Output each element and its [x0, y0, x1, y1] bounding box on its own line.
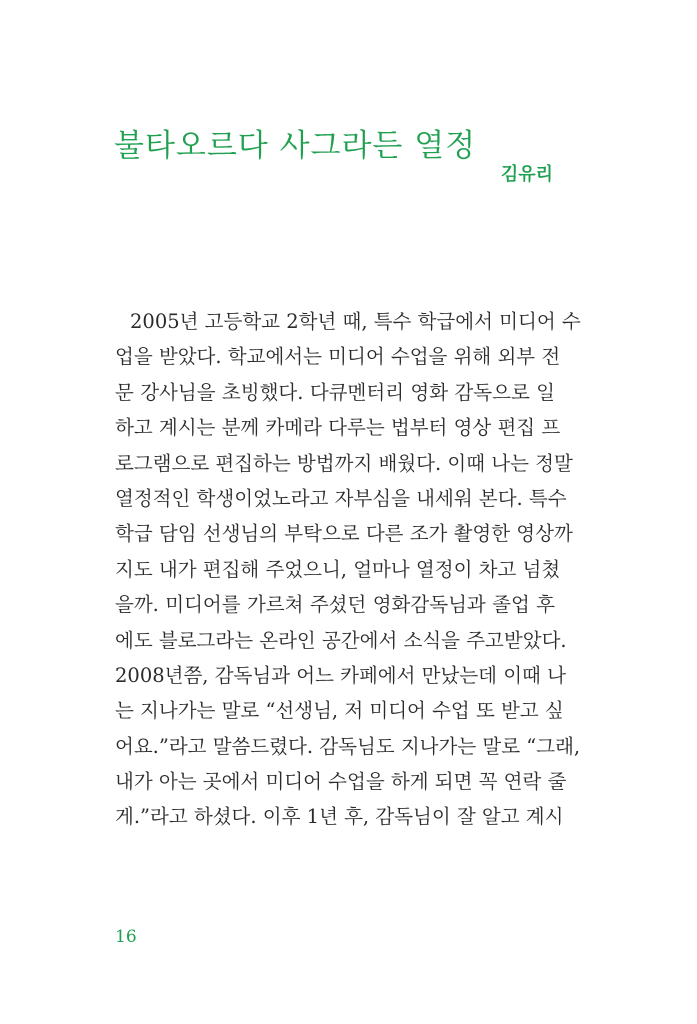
text-line: 어요.”라고 말씀드렸다. 감독님도 지나가는 말로 “그래, [115, 734, 581, 758]
text-line: 업을 받았다. 학교에서는 미디어 수업을 위해 외부 전 [115, 345, 561, 369]
text-line: 2008년쯤, 감독님과 어느 카페에서 만났는데 이때 나 [115, 663, 566, 687]
text-line: 게.”라고 하셨다. 이후 1년 후, 감독님이 잘 알고 계시 [115, 805, 564, 829]
text-line: 문 강사님을 초빙했다. 다큐멘터리 영화 감독으로 일 [115, 380, 555, 404]
text-line: 을까. 미디어를 가르쳐 주셨던 영화감독님과 졸업 후 [115, 593, 555, 617]
text-line: 지도 내가 편집해 주었으니, 얼마나 열정이 차고 넘쳤 [115, 557, 561, 581]
body-paragraph [115, 304, 581, 835]
text-line: 로그램으로 편집하는 방법까지 배웠다. 이때 나는 정말 [115, 451, 573, 475]
chapter-title: 불타오르다 사그라든 열정 [114, 128, 477, 164]
author-name: 김유리 [500, 164, 553, 185]
text-line: 열정적인 학생이었노라고 자부심을 내세워 본다. 특수 [115, 486, 567, 510]
text-line: 학급 담임 선생님의 부탁으로 다른 조가 촬영한 영상까 [115, 522, 573, 546]
text-line: 에도 블로그라는 온라인 공간에서 소식을 주고받았다. [115, 628, 567, 652]
text-line: 내가 아는 곳에서 미디어 수업을 하게 되면 꼭 연락 줄 [115, 770, 567, 794]
page-number: 16 [115, 927, 137, 947]
text-line: 2005년 고등학교 2학년 때, 특수 학급에서 미디어 수 [130, 310, 581, 333]
text-line: 는 지나가는 말로 “선생님, 저 미디어 수업 또 받고 싶 [115, 699, 564, 723]
text-line: 하고 계시는 분께 카메라 다루는 법부터 영상 편집 프 [115, 416, 561, 440]
